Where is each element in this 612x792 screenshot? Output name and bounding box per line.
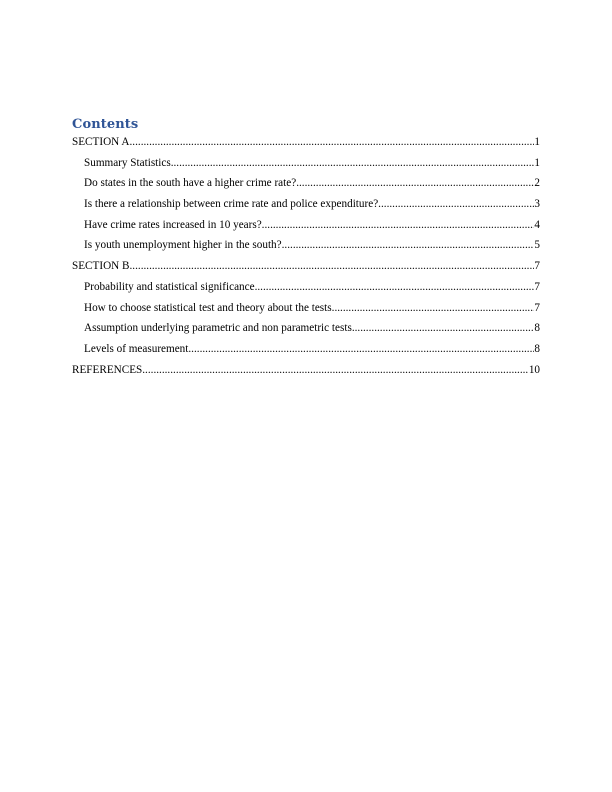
toc-entry-summary-statistics[interactable]	[72, 156, 540, 170]
toc-entry-page: 1	[534, 136, 540, 148]
toc-entry-section-a[interactable]	[72, 135, 540, 149]
toc-leader-dots	[130, 259, 535, 273]
toc-leader-dots	[332, 301, 535, 315]
toc-entry-label: SECTION B	[72, 260, 130, 273]
toc-leader-dots	[171, 156, 535, 170]
toc-leader-dots	[188, 342, 534, 356]
toc-entry-crime-rates-10-years[interactable]	[72, 218, 540, 232]
toc-entry-label: Probability and statistical significance	[84, 280, 255, 293]
toc-entry-page: 5	[534, 239, 540, 252]
toc-entry-label: Have crime rates increased in 10 years?	[84, 218, 262, 231]
toc-entry-label: Levels of measurement	[84, 342, 189, 355]
toc-entry-label: SECTION A	[72, 136, 130, 148]
toc-entry-page: 3	[534, 198, 540, 211]
toc-entry-page: 7	[534, 260, 540, 273]
toc-entry-page: 1	[534, 156, 540, 169]
toc-entry-page: 8	[534, 322, 540, 335]
toc-leader-dots	[262, 218, 535, 232]
toc-entry-label: Is youth unemployment higher in the south?	[84, 239, 282, 252]
toc-entry-page: 4	[534, 218, 540, 231]
toc-entry-parametric-assumptions[interactable]	[72, 321, 540, 335]
toc-leader-dots	[130, 135, 535, 149]
toc-leader-dots	[352, 321, 535, 335]
toc-entry-section-b[interactable]	[72, 259, 540, 273]
toc-entry-levels-of-measurement[interactable]	[72, 342, 540, 356]
toc-title: Contents	[72, 117, 139, 132]
toc-entry-label: Summary Statistics	[84, 156, 171, 169]
table-of-contents	[72, 135, 540, 383]
toc-entry-page: 7	[534, 280, 540, 293]
toc-entry-label: Do states in the south have a higher crime rate?	[84, 177, 297, 190]
toc-entry-references[interactable]	[72, 363, 540, 377]
toc-entry-label: Is there a relationship between crime rate and police expenditure?	[84, 198, 379, 211]
toc-entry-south-crime-rate[interactable]	[72, 176, 540, 190]
toc-leader-dots	[255, 280, 535, 294]
toc-entry-page: 2	[534, 177, 540, 190]
toc-entry-probability-significance[interactable]	[72, 280, 540, 294]
toc-entry-label: REFERENCES	[72, 363, 143, 376]
toc-entry-page: 8	[534, 342, 540, 355]
toc-leader-dots	[282, 238, 535, 252]
toc-entry-choose-statistical-test[interactable]	[72, 301, 540, 315]
toc-entry-page: 7	[534, 301, 540, 314]
toc-leader-dots	[296, 176, 534, 190]
toc-entry-label: How to choose statistical test and theory about the tests	[84, 301, 332, 314]
toc-entry-page: 10	[528, 363, 540, 376]
toc-entry-label: Assumption underlying parametric and non parametric tests	[84, 322, 352, 335]
toc-entry-crime-police-expenditure[interactable]	[72, 197, 540, 211]
toc-entry-youth-unemployment[interactable]	[72, 238, 540, 252]
toc-leader-dots	[142, 363, 529, 377]
toc-leader-dots	[378, 197, 534, 211]
